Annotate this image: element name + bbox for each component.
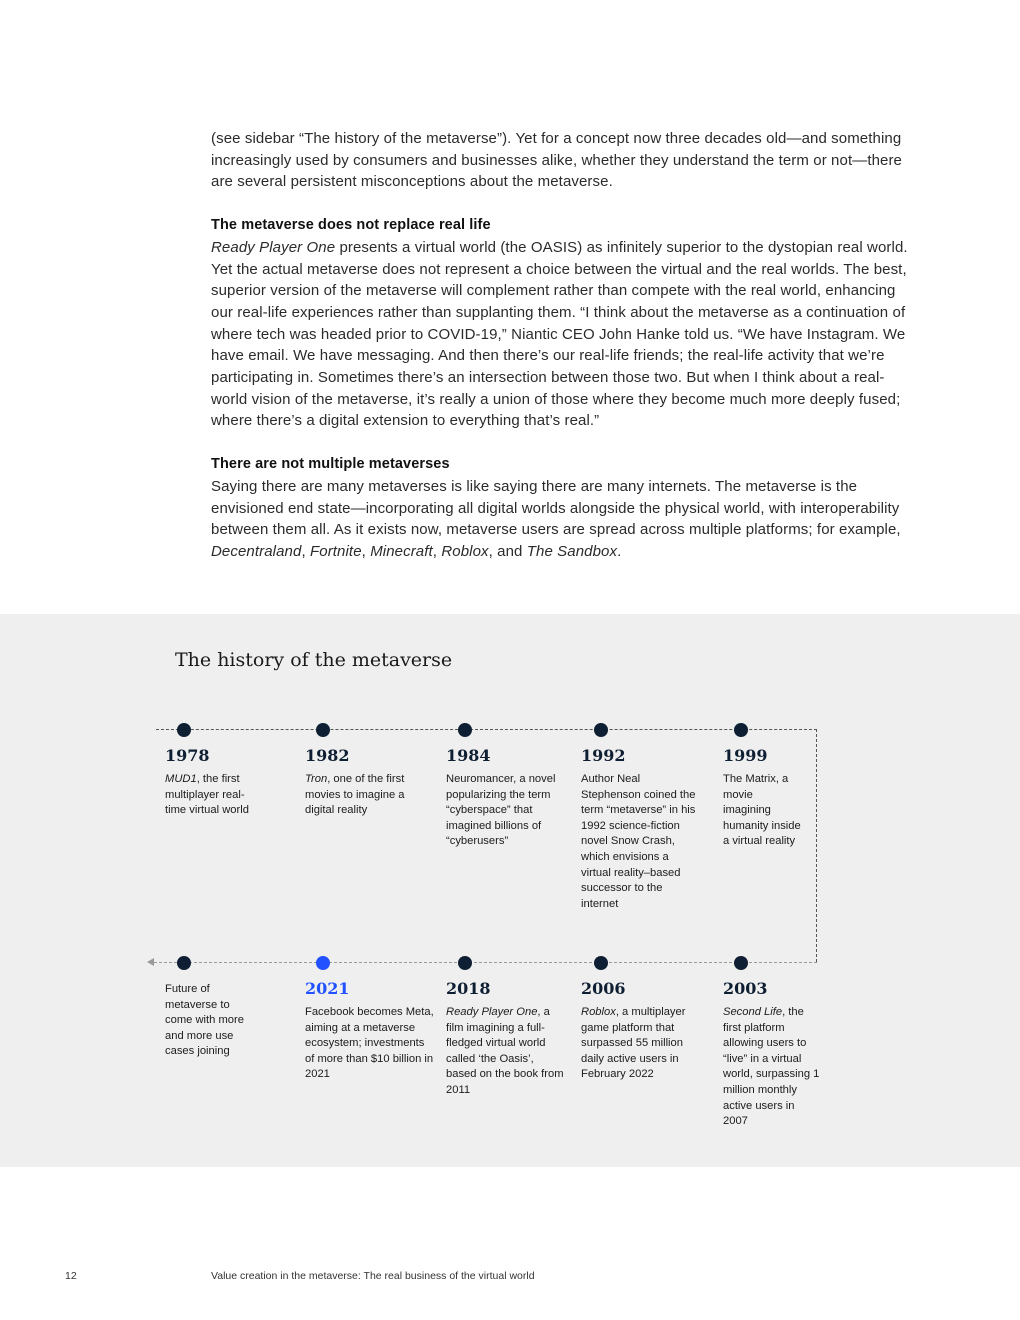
timeline-connector-line	[816, 729, 817, 962]
timeline-dot	[594, 723, 608, 737]
timeline-top-line	[156, 729, 817, 730]
event-title: Tron	[305, 773, 328, 785]
section-heading-real-life: The metaverse does not replace real life	[211, 217, 491, 234]
italic-title: Ready Player One	[211, 238, 336, 256]
event-description	[581, 1005, 699, 1083]
event-year: 2006	[581, 979, 626, 998]
event-title: Ready Player One	[446, 1006, 538, 1018]
event-description	[305, 772, 405, 819]
timeline-dot	[177, 956, 191, 970]
timeline-event-future	[165, 982, 260, 1060]
timeline-dot-current	[316, 956, 330, 970]
timeline-dot	[458, 723, 472, 737]
platform-name: The Sandbox	[526, 542, 618, 560]
timeline-event	[581, 746, 699, 912]
paragraph-text: presents a virtual world (the OASIS) as infinitely superior to the dystopian real world. Yet the actual metaverse does not represent a choice between the virtual and the real worlds. The best, superior version of the metaverse will complement rather than compete with the real world, enhancing our real-life experiences rather than supplanting them. “I think about the metaverse as a continuation of where tech was headed prior to COVID-19,” Niantic CEO John Hanke told us. “We have Instagram. We have email. We have messaging. And then there’s our real-life friends; the real-life activity that we’re participating in. Sometimes there’s an intersection between those two. But when I think about a real-world vision of the metaverse, it’s really a union of those where they become much more deeply fused; where there’s a digital extension to everything that’s real.”	[211, 238, 908, 430]
timeline-dot	[734, 723, 748, 737]
event-year: 2018	[446, 979, 491, 998]
event-title: MUD1	[165, 773, 197, 785]
separator: , and	[488, 542, 527, 560]
event-description	[446, 1005, 564, 1099]
event-year: 1992	[581, 746, 626, 765]
event-description	[165, 772, 265, 819]
event-year: 2003	[723, 979, 768, 998]
event-year: 1999	[723, 746, 768, 765]
timeline-dot	[316, 723, 330, 737]
timeline-event	[581, 979, 699, 1083]
event-description	[723, 1005, 821, 1130]
event-text: The Matrix, a movie imagining humanity inside a virtual reality	[723, 773, 801, 848]
timeline-event	[305, 746, 405, 819]
timeline-event	[723, 746, 801, 850]
event-year: 1982	[305, 746, 350, 765]
event-description	[723, 772, 801, 850]
event-text: , a multiplayer game platform that surpassed 55 million daily active users in February 2022	[581, 1006, 686, 1081]
timeline-event	[165, 746, 265, 819]
section-paragraph-multiple-metaverses	[211, 476, 911, 563]
platform-name: Roblox	[441, 542, 489, 560]
event-text: Neuromancer, a novel popularizing the term “cyberspace” that imagined billions of “cyberusers”	[446, 773, 556, 848]
separator: ,	[432, 542, 442, 560]
timeline-dot	[458, 956, 472, 970]
event-description	[165, 982, 260, 1060]
timeline-arrow-icon	[147, 958, 154, 966]
event-text: , the first platform allowing users to “live” in a virtual world, surpassing 1 million monthly active users in 2007	[723, 1006, 820, 1128]
event-text: Facebook becomes Meta, aiming at a metaverse ecosystem; investments of more than $10 billion in 2021	[305, 1006, 434, 1081]
timeline-dot	[594, 956, 608, 970]
timeline-dot	[177, 723, 191, 737]
page-number: 12	[65, 1270, 77, 1282]
timeline-event	[446, 979, 564, 1099]
event-description	[446, 772, 570, 850]
platform-name: Decentraland	[211, 542, 302, 560]
event-year: 2021	[305, 979, 350, 998]
event-text: , a film imagining a full-fledged virtual world called ‘the Oasis’, based on the book from 2011	[446, 1006, 564, 1096]
event-title: Roblox	[581, 1006, 616, 1018]
platform-name: Fortnite	[309, 542, 362, 560]
timeline-event	[446, 746, 570, 850]
separator: .	[617, 542, 622, 560]
event-text: , one of the first movies to imagine a digital reality	[305, 773, 405, 817]
paragraph-text: Saying there are many metaverses is like saying there are many internets. The metaverse is the envisioned end state—incorporating all digital worlds alongside the physical world, with interoperability between them all. As it exists now, metaverse users are spread across multiple platforms; for example,	[211, 477, 901, 539]
event-year: 1984	[446, 746, 491, 765]
separator: ,	[361, 542, 371, 560]
history-sidebar	[0, 614, 1020, 1167]
event-text: , the first multiplayer real-time virtual world	[165, 773, 249, 817]
platform-name: Minecraft	[370, 542, 433, 560]
event-title: Second Life	[723, 1006, 783, 1018]
event-text: Author Neal Stephenson coined the term “metaverse” in his 1992 science-fiction novel Snow Crash, which envisions a virtual reality–based successor to the internet	[581, 773, 696, 910]
event-year: 1978	[165, 746, 210, 765]
event-text: Future of metaverse to come with more and more use cases joining	[165, 983, 244, 1058]
timeline-bottom-line	[154, 962, 817, 963]
sidebar-title: The history of the metaverse	[175, 649, 453, 671]
event-description	[581, 772, 699, 912]
footer-document-title: Value creation in the metaverse: The real business of the virtual world	[211, 1270, 535, 1282]
intro-paragraph: (see sidebar “The history of the metaverse”). Yet for a concept now three decades old—and something increasingly used by consumers and businesses alike, whether they understand the term or not—there are several persistent misconceptions about the metaverse.	[211, 130, 903, 191]
section-paragraph-real-life	[211, 237, 911, 432]
article-body	[211, 128, 911, 563]
timeline-event	[723, 979, 821, 1130]
event-description	[305, 1005, 435, 1083]
timeline-event	[305, 979, 435, 1083]
separator: ,	[301, 542, 310, 560]
section-heading-multiple-metaverses: There are not multiple metaverses	[211, 456, 450, 473]
timeline-dot	[734, 956, 748, 970]
